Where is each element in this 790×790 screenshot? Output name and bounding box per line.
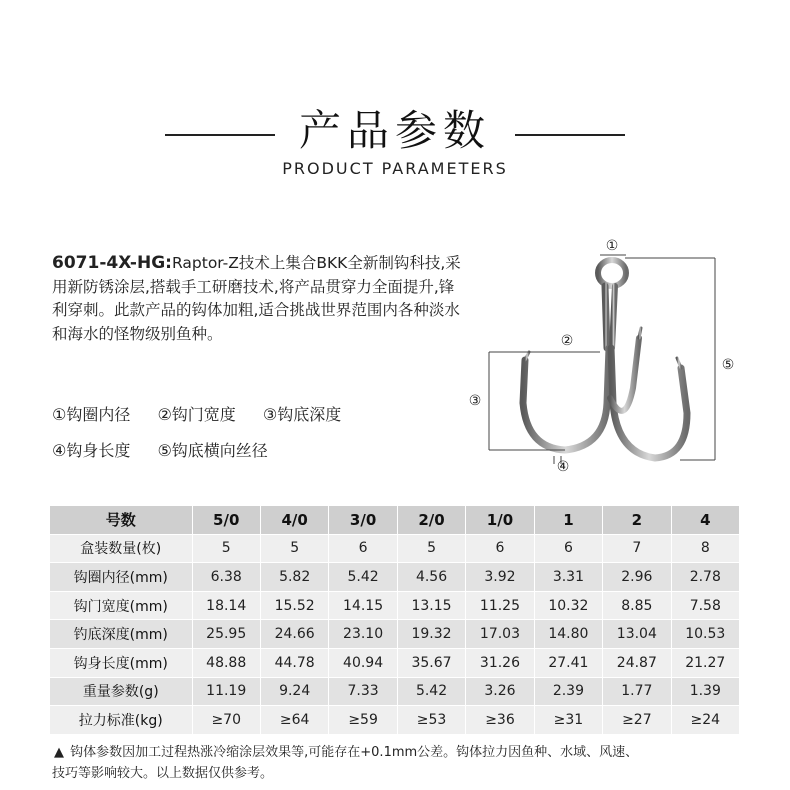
table-cell: 13.04 [603, 620, 671, 649]
table-cell: ≥53 [397, 706, 465, 735]
row-label: 盒装数量(枚) [50, 534, 192, 563]
table-row [50, 620, 740, 649]
table-row [50, 591, 740, 620]
table-cell: 21.27 [671, 648, 739, 677]
marker-3: ③ [468, 393, 482, 409]
legend-item: ①钩圈内径 [52, 405, 131, 424]
table-cell: 7 [603, 534, 671, 563]
legend-row-2 [52, 438, 290, 461]
table-cell: 11.19 [192, 677, 260, 706]
table-cell: 5.82 [260, 563, 328, 592]
table-cell: 40.94 [329, 648, 397, 677]
table-cell: 5.42 [397, 677, 465, 706]
header-size: 1 [534, 506, 602, 534]
row-label: 钩门宽度(mm) [50, 591, 192, 620]
marker-5: ⑤ [721, 357, 735, 373]
table-cell: 15.52 [260, 591, 328, 620]
treble-hook-diagram [455, 228, 755, 478]
table-cell: ≥36 [466, 706, 534, 735]
table-cell: 14.15 [329, 591, 397, 620]
table-header-row [50, 506, 740, 534]
product-code: 6071-4X-HG: [52, 253, 172, 273]
table-cell: 5.42 [329, 563, 397, 592]
table-row [50, 563, 740, 592]
table-cell: ≥24 [671, 706, 739, 735]
table-cell: 7.33 [329, 677, 397, 706]
table-cell: 5 [260, 534, 328, 563]
table-cell: 8.85 [603, 591, 671, 620]
table-cell: ≥70 [192, 706, 260, 735]
marker-2: ② [560, 333, 574, 349]
legend-item: ②钩门宽度 [157, 405, 236, 424]
header-size: 3/0 [329, 506, 397, 534]
table-cell: 5 [192, 534, 260, 563]
table-cell: 10.53 [671, 620, 739, 649]
table-cell: 2.78 [671, 563, 739, 592]
table-cell: 6 [329, 534, 397, 563]
table-cell: 7.58 [671, 591, 739, 620]
note-line-1: 钩体参数因加工过程热涨冷缩涂层效果等,可能存在+0.1mm公差。钩体拉力因鱼种、水域、风速、 [70, 745, 639, 760]
table-cell: 19.32 [397, 620, 465, 649]
table-cell: 17.03 [466, 620, 534, 649]
table-cell: 3.26 [466, 677, 534, 706]
table-cell: 23.10 [329, 620, 397, 649]
table-row [50, 706, 740, 735]
table-cell: 6 [534, 534, 602, 563]
table-cell: ≥31 [534, 706, 602, 735]
table-cell: 1.39 [671, 677, 739, 706]
header-size: 4/0 [260, 506, 328, 534]
table-cell: 3.31 [534, 563, 602, 592]
header-size: 5/0 [192, 506, 260, 534]
header-label: 号数 [50, 506, 192, 534]
marker-4: ④ [556, 459, 570, 475]
table-cell: 2.96 [603, 563, 671, 592]
row-label: 重量参数(g) [50, 677, 192, 706]
page-subtitle: PRODUCT PARAMETERS [282, 159, 508, 178]
table-cell: 18.14 [192, 591, 260, 620]
disclaimer-note [52, 742, 752, 784]
table-cell: 1.77 [603, 677, 671, 706]
table-cell: 35.67 [397, 648, 465, 677]
hook-shape [523, 260, 687, 458]
row-label: 钩身长度(mm) [50, 648, 192, 677]
table-cell: 8 [671, 534, 739, 563]
legend-item: ⑤钩底横向丝径 [157, 441, 268, 460]
dimension-markers [469, 238, 735, 475]
legend-item: ③钩底深度 [262, 405, 342, 424]
header-size: 2 [603, 506, 671, 534]
table-cell: ≥59 [329, 706, 397, 735]
page-title: 产品参数 [298, 106, 491, 155]
description-text: Raptor-Z技术上集合BKK全新制钩科技,采用新防锈涂层,搭载手工研磨技术,将产品贯穿力全面提升,锋利穿刺。此款产品的钩体加粗,适合挑战世界范围内各种淡水和海水的怪物级别鱼种。 [52, 254, 461, 343]
header-size: 4 [671, 506, 739, 534]
table-cell: 24.66 [260, 620, 328, 649]
row-label: 拉力标准(kg) [50, 706, 192, 735]
table-cell: ≥27 [603, 706, 671, 735]
table-row [50, 677, 740, 706]
row-label: 钓底深度(mm) [50, 620, 192, 649]
table-cell: 13.15 [397, 591, 465, 620]
table-cell: 2.39 [534, 677, 602, 706]
table-cell: 3.92 [466, 563, 534, 592]
product-description [52, 252, 462, 346]
table-cell: 25.95 [192, 620, 260, 649]
warning-icon: ▲ [54, 745, 64, 760]
table-row [50, 648, 740, 677]
note-line-2: 技巧等影响较大。以上数据仅供参考。 [52, 766, 274, 781]
parameter-table [50, 506, 740, 735]
table-cell: 9.24 [260, 677, 328, 706]
table-cell: 44.78 [260, 648, 328, 677]
header-size: 2/0 [397, 506, 465, 534]
legend-row-1 [52, 402, 363, 425]
row-label: 钩圈内径(mm) [50, 563, 192, 592]
legend-item: ④钩身长度 [52, 441, 131, 460]
table-cell: 6.38 [192, 563, 260, 592]
table-cell: ≥64 [260, 706, 328, 735]
table-cell: 5 [397, 534, 465, 563]
table-cell: 10.32 [534, 591, 602, 620]
header-size: 1/0 [466, 506, 534, 534]
table-cell: 48.88 [192, 648, 260, 677]
table-cell: 11.25 [466, 591, 534, 620]
table-row [50, 534, 740, 563]
table-cell: 6 [466, 534, 534, 563]
table-cell: 4.56 [397, 563, 465, 592]
table-cell: 27.41 [534, 648, 602, 677]
marker-1: ① [605, 238, 619, 254]
table-cell: 24.87 [603, 648, 671, 677]
table-cell: 14.80 [534, 620, 602, 649]
table-cell: 31.26 [466, 648, 534, 677]
